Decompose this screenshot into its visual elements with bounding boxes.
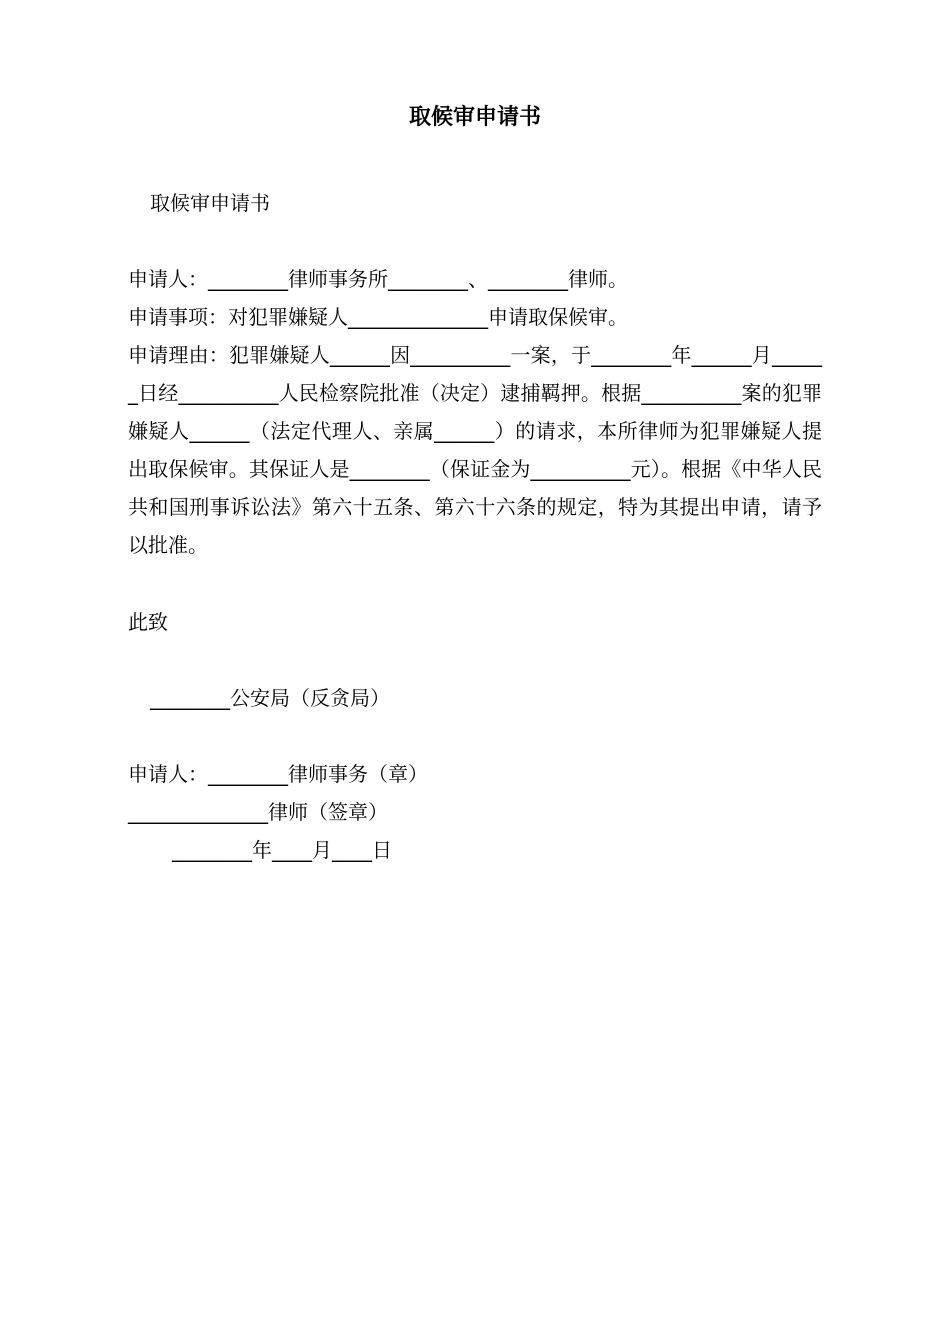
- recipient-line: ________公安局（反贪局）: [150, 686, 390, 710]
- signature-lawyer-line: ______________律师（签章）: [128, 800, 388, 824]
- signature-applicant-line: 申请人：________律师事务（章）: [128, 762, 428, 786]
- signature-date-line: ________年____月____日: [172, 838, 392, 862]
- application-matter-line: 申请事项：对犯罪嫌疑人______________申请取保候审。: [128, 305, 628, 329]
- regards-line: 此致: [128, 610, 168, 634]
- application-reason-paragraph: 申请理由：犯罪嫌疑人______因__________一案，于________年______月______日经__________人民检察院批准（决定）逮捕羁押。根据__________案的犯罪嫌疑人______（法定代理人、亲属______）的请求，本所律师为犯罪嫌疑人提出取保候审。其保证人是________（保证金为__________元）。根据《中华人民共和国刑事诉讼法》第六十五条、第六十六条的规定，特为其提出申请，请予以批准。: [128, 343, 822, 557]
- document-subtitle: 取候审申请书: [150, 191, 270, 215]
- applicant-line: 申请人：________律师事务所________、________律师。: [128, 267, 628, 291]
- document-title: 取候审申请书: [408, 105, 541, 130]
